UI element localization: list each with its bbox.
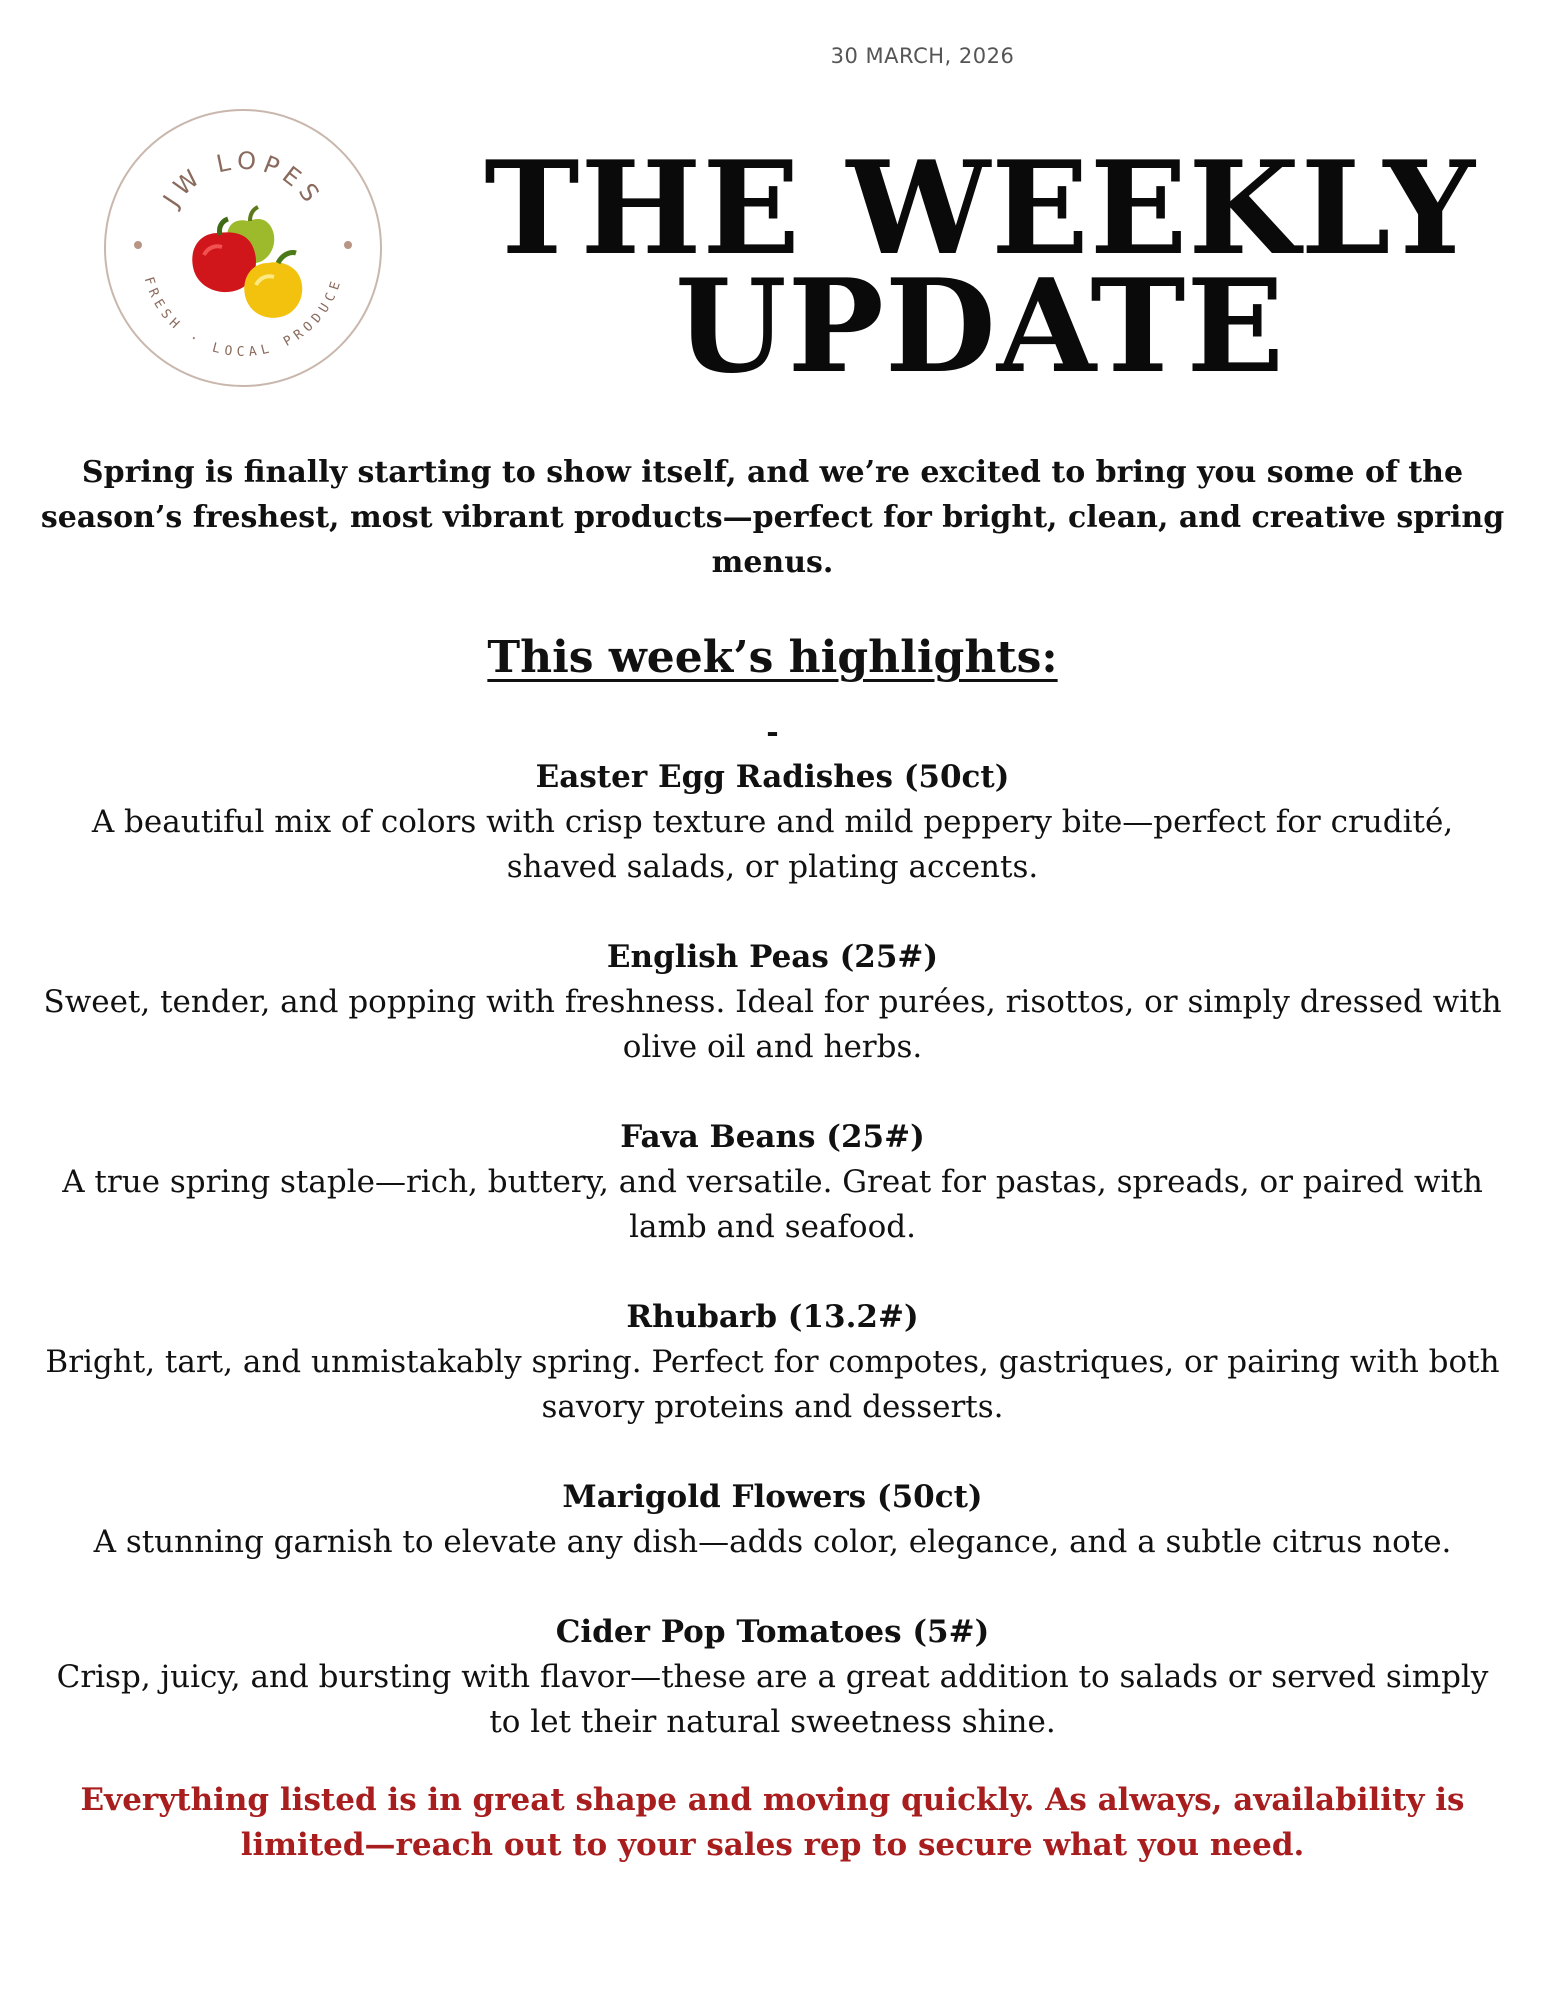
logo-emblem xyxy=(100,105,385,390)
newsletter-title xyxy=(440,134,1520,402)
list-item xyxy=(40,1115,1505,1250)
list-item xyxy=(40,755,1505,890)
logo-tagline-text: FRESH · LOCAL PRODUCE xyxy=(140,275,346,360)
item-description: Bright, tart, and unmistakably spring. Perfect for compotes, gastriques, or pairing with both savory proteins and desserts. xyxy=(45,1344,1500,1425)
title-line-1: THE WEEKLY xyxy=(484,134,1476,284)
item-name: Fava Beans (25#) xyxy=(620,1119,925,1155)
highlights-list xyxy=(40,755,1505,1790)
item-description: A true spring staple—rich, buttery, and versatile. Great for pastas, spreads, or paired with lamb and seafood. xyxy=(62,1164,1483,1245)
item-name: Marigold Flowers (50ct) xyxy=(562,1479,983,1515)
item-name: English Peas (25#) xyxy=(606,939,939,975)
dash-separator: - xyxy=(766,715,779,750)
item-name: Easter Egg Radishes (50ct) xyxy=(535,759,1010,795)
list-item xyxy=(40,1475,1505,1565)
highlights-heading: This week’s highlights: xyxy=(487,632,1058,683)
logo-brand-text: JW LOPES xyxy=(157,146,329,212)
item-name: Cider Pop Tomatoes (5#) xyxy=(555,1614,990,1650)
item-description: A stunning garnish to elevate any dish—adds color, elegance, and a subtle citrus note. xyxy=(93,1524,1452,1560)
list-item xyxy=(40,935,1505,1070)
issue-date: 30 MARCH, 2026 xyxy=(830,44,1015,68)
company-logo xyxy=(100,105,385,390)
item-description: Sweet, tender, and popping with freshness. Ideal for purées, risottos, or simply dressed with olive oil and herbs. xyxy=(43,984,1502,1065)
list-item xyxy=(40,1610,1505,1745)
logo-dot-left xyxy=(134,241,142,249)
title-line-2: UPDATE xyxy=(675,252,1285,402)
logo-dot-right xyxy=(344,241,352,249)
item-description: Crisp, juicy, and bursting with flavor—these are a great addition to salads or served simply to let their natural sweetness shine. xyxy=(56,1659,1489,1740)
list-item xyxy=(40,1295,1505,1430)
item-description: A beautiful mix of colors with crisp texture and mild peppery bite—perfect for crudité, shaved salads, or plating accents. xyxy=(91,804,1454,885)
item-name: Rhubarb (13.2#) xyxy=(626,1299,919,1335)
intro-paragraph: Spring is finally starting to show itself, and we’re excited to bring you some of the season’s freshest, most vibrant products—perfect for bright, clean, and creative spring menus. xyxy=(40,455,1505,580)
closing-notice: Everything listed is in great shape and moving quickly. As always, availability is limited—reach out to your sales rep to secure what you need. xyxy=(80,1782,1465,1863)
bell-peppers-icon xyxy=(192,207,302,318)
